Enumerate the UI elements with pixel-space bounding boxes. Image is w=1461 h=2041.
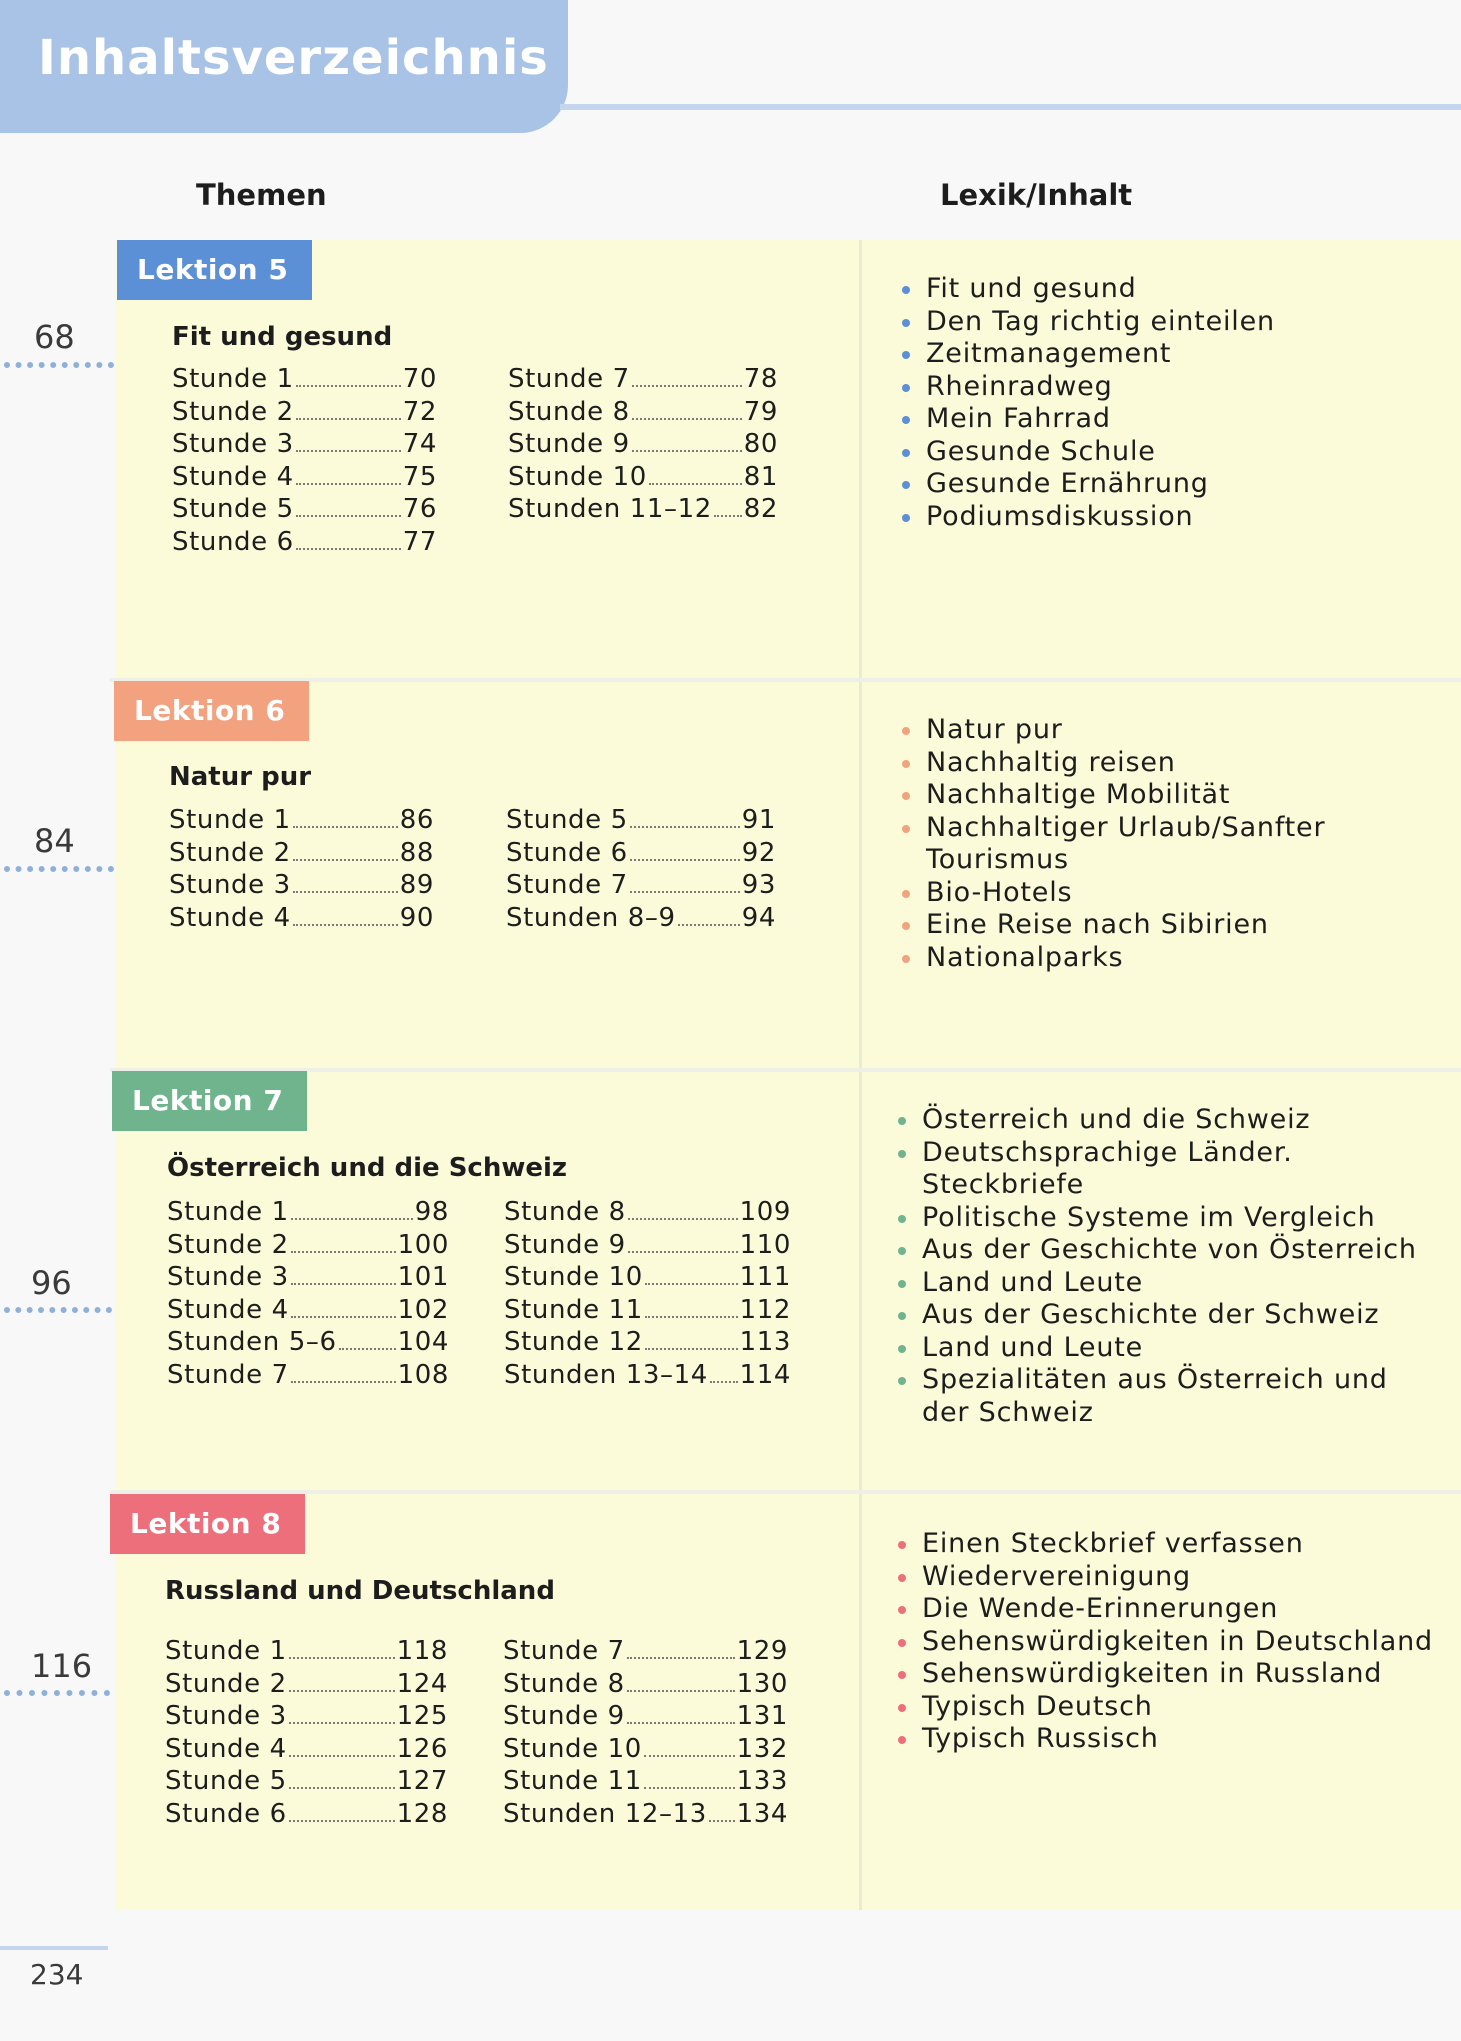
lexik-item-text: Nationalparks — [926, 941, 1124, 973]
stunde-entry[interactable] — [506, 903, 776, 933]
stunde-label: Stunde 11 — [504, 1294, 643, 1325]
stunde-entry[interactable] — [503, 1669, 788, 1699]
leader-dots — [630, 826, 740, 828]
bullet-dot-icon — [898, 1606, 906, 1614]
leader-dots — [289, 1722, 395, 1724]
lexik-item — [898, 747, 1438, 780]
bullet-dot-icon — [902, 825, 910, 833]
leader-dots — [291, 1283, 396, 1285]
lexik-item — [898, 436, 1438, 469]
leader-dots — [710, 1381, 738, 1383]
lexik-item — [898, 273, 1438, 306]
footer-rule — [0, 1946, 108, 1950]
lexik-item — [894, 1626, 1434, 1659]
leader-dots — [291, 1381, 396, 1383]
bullet-dot-icon — [902, 481, 910, 489]
stunde-label: Stunde 10 — [503, 1733, 642, 1764]
lexik-item-text: Land und Leute — [922, 1331, 1144, 1363]
stunde-entry[interactable] — [165, 1799, 448, 1829]
page-number: 234 — [30, 1958, 84, 1991]
lektion-badge: Lektion 7 — [112, 1071, 307, 1131]
lexik-item-text: Österreich und die Schweiz — [922, 1104, 1311, 1135]
stunde-entry[interactable] — [506, 805, 776, 835]
stunde-entry[interactable] — [165, 1766, 448, 1796]
lexik-item-text: Natur pur — [926, 714, 1063, 745]
leader-dots — [289, 1787, 395, 1789]
stunde-label: Stunde 1 — [172, 364, 294, 394]
page-marker-dots — [4, 1307, 112, 1313]
stunde-label: Stunde 1 — [167, 1197, 289, 1227]
lexik-item-text: Rheinradweg — [926, 370, 1113, 402]
stunde-entry[interactable] — [506, 838, 776, 868]
leader-dots — [678, 924, 740, 926]
lexik-list — [898, 714, 1438, 974]
stunde-page: 132 — [736, 1733, 788, 1764]
lexik-item-text: Sehenswürdigkeiten in Russland — [922, 1658, 1383, 1689]
stunde-page: 124 — [396, 1668, 448, 1699]
stunde-label: Stunde 9 — [508, 429, 630, 459]
stunde-entry[interactable] — [165, 1734, 448, 1764]
stunde-page: 86 — [399, 805, 434, 835]
leader-dots — [296, 450, 401, 452]
lektion-badge: Lektion 5 — [117, 240, 312, 300]
leader-dots — [289, 1820, 395, 1822]
leader-dots — [628, 1251, 738, 1253]
stunde-page: 91 — [741, 805, 776, 835]
lexik-item — [894, 1299, 1434, 1332]
page-marker-dots — [4, 866, 114, 872]
theme-title: Österreich und die Schweiz — [167, 1153, 568, 1183]
leader-dots — [630, 859, 740, 861]
stunde-entry[interactable] — [504, 1262, 791, 1292]
leader-dots — [644, 1755, 735, 1757]
lexik-item-text: Deutschsprachige Länder. Steckbriefe — [922, 1136, 1293, 1200]
stunde-entry[interactable] — [503, 1734, 788, 1764]
stunde-label: Stunde 6 — [165, 1798, 287, 1829]
bullet-dot-icon — [902, 955, 910, 963]
stunde-label: Stunden 13–14 — [504, 1359, 708, 1390]
stunde-page: 75 — [402, 461, 437, 492]
leader-dots — [632, 385, 742, 387]
row-separator — [110, 678, 1461, 682]
leader-dots — [289, 1755, 395, 1757]
bullet-dot-icon — [898, 1639, 906, 1647]
row-separator — [110, 1068, 1461, 1072]
lexik-item-text: Gesunde Ernährung — [926, 468, 1209, 499]
stunde-page: 125 — [396, 1701, 448, 1731]
stunde-label: Stunde 9 — [504, 1229, 626, 1260]
stunde-label: Stunde 7 — [167, 1359, 289, 1390]
lexik-item-text: Politische Systeme im Vergleich — [922, 1201, 1376, 1233]
stunde-label: Stunde 3 — [165, 1701, 287, 1731]
leader-dots — [632, 450, 742, 452]
leader-dots — [627, 1690, 735, 1692]
stunde-label: Stunde 10 — [504, 1262, 643, 1292]
stunde-label: Stunde 8 — [508, 396, 630, 427]
stunde-label: Stunde 5 — [506, 805, 628, 835]
stunde-label: Stunde 8 — [504, 1197, 626, 1227]
stunde-label: Stunden 8–9 — [506, 902, 676, 933]
lexik-item-text: Land und Leute — [922, 1266, 1144, 1298]
stunde-label: Stunde 4 — [169, 902, 291, 933]
lexik-item-text: Podiumsdiskussion — [926, 500, 1194, 532]
lexik-list — [898, 273, 1438, 533]
stunde-label: Stunde 7 — [503, 1636, 625, 1666]
lexik-item — [894, 1593, 1434, 1626]
bullet-dot-icon — [902, 319, 910, 327]
lexik-item — [894, 1137, 1434, 1202]
lexik-item-text: Aus der Geschichte der Schweiz — [922, 1299, 1380, 1330]
stunde-page: 109 — [739, 1197, 791, 1227]
lektion-start-page: 84 — [34, 822, 75, 860]
lektion-badge: Lektion 6 — [114, 681, 309, 741]
bullet-dot-icon — [902, 922, 910, 930]
stunde-label: Stunde 6 — [172, 526, 294, 557]
bullet-dot-icon — [898, 1574, 906, 1582]
lexik-item-text: Sehenswürdigkeiten in Deutschland — [922, 1625, 1433, 1657]
lexik-item — [898, 403, 1438, 436]
leader-dots — [339, 1348, 396, 1350]
bullet-dot-icon — [902, 384, 910, 392]
stunde-entry[interactable] — [167, 1360, 449, 1390]
stunde-page: 80 — [743, 429, 778, 459]
leader-dots — [293, 924, 398, 926]
leader-dots — [649, 483, 742, 485]
stunde-page: 77 — [402, 526, 437, 557]
bullet-dot-icon — [902, 760, 910, 768]
stunde-label: Stunden 11–12 — [508, 494, 712, 524]
stunde-page: 100 — [397, 1229, 449, 1260]
leader-dots — [291, 1316, 396, 1318]
lexik-item-text: Wiedervereinigung — [922, 1560, 1191, 1592]
stunde-entry[interactable] — [504, 1295, 791, 1325]
leader-dots — [296, 483, 401, 485]
bullet-dot-icon — [902, 727, 910, 735]
stunde-label: Stunde 4 — [172, 461, 294, 492]
stunde-page: 126 — [396, 1733, 448, 1764]
stunde-label: Stunde 5 — [165, 1766, 287, 1796]
stunde-label: Stunde 8 — [503, 1668, 625, 1699]
stunde-entry[interactable] — [503, 1799, 788, 1829]
stunde-page: 114 — [739, 1359, 791, 1390]
stunde-label: Stunde 1 — [165, 1636, 287, 1666]
stunde-entry[interactable] — [172, 397, 437, 427]
stunde-entry[interactable] — [169, 903, 434, 933]
stunde-entry[interactable] — [504, 1327, 791, 1357]
stunde-page: 90 — [399, 902, 434, 933]
stunde-entry[interactable] — [167, 1197, 449, 1227]
stunde-page: 130 — [736, 1668, 788, 1699]
stunde-page: 93 — [741, 870, 776, 900]
lexik-item-text: Bio-Hotels — [926, 876, 1073, 908]
bullet-dot-icon — [898, 1117, 906, 1125]
stunde-entry[interactable] — [506, 870, 776, 900]
bullet-dot-icon — [898, 1215, 906, 1223]
stunde-entry[interactable] — [167, 1230, 449, 1260]
lexik-item — [894, 1267, 1434, 1300]
bullet-dot-icon — [902, 416, 910, 424]
leader-dots — [645, 1283, 738, 1285]
lexik-item-text: Nachhaltiger Urlaub/Sanfter Tourismus — [926, 811, 1326, 875]
stunde-page: 112 — [739, 1294, 791, 1325]
stunde-entry[interactable] — [172, 462, 437, 492]
stunde-label: Stunde 10 — [508, 461, 647, 492]
stunde-label: Stunde 4 — [165, 1733, 287, 1764]
lektion-badge: Lektion 8 — [110, 1494, 305, 1554]
lexik-item — [898, 812, 1438, 877]
stunde-page: 76 — [402, 494, 437, 524]
lexik-item — [894, 1528, 1434, 1561]
stunde-entry[interactable] — [172, 429, 437, 459]
stunde-entry[interactable] — [167, 1262, 449, 1292]
lexik-item — [894, 1104, 1434, 1137]
stunde-page: 79 — [743, 396, 778, 427]
lektion-start-page: 96 — [31, 1264, 72, 1302]
lexik-item — [898, 468, 1438, 501]
stunde-entry[interactable] — [169, 838, 434, 868]
page-marker-dots — [4, 362, 114, 368]
stunde-label: Stunde 2 — [165, 1668, 287, 1699]
stunde-page: 131 — [736, 1701, 788, 1731]
bullet-dot-icon — [902, 286, 910, 294]
stunde-page: 74 — [402, 429, 437, 459]
lexik-item — [898, 714, 1438, 747]
stunde-label: Stunde 1 — [169, 805, 291, 835]
page-marker-dots — [4, 1690, 110, 1696]
stunde-page: 102 — [397, 1294, 449, 1325]
stunde-entry[interactable] — [165, 1669, 448, 1699]
lexik-item-text: Die Wende-Erinnerungen — [922, 1593, 1279, 1624]
stunde-label: Stunde 3 — [169, 870, 291, 900]
row-separator — [110, 1490, 1461, 1494]
stunde-page: 101 — [397, 1262, 449, 1292]
stunde-page: 82 — [743, 494, 778, 524]
stunde-page: 78 — [743, 364, 778, 394]
stunde-label: Stunde 12 — [504, 1327, 643, 1357]
lexik-item — [898, 779, 1438, 812]
stunde-label: Stunde 9 — [503, 1701, 625, 1731]
column-head-lexik: Lexik/Inhalt — [940, 178, 1133, 212]
leader-dots — [296, 418, 401, 420]
lexik-item — [894, 1658, 1434, 1691]
stunde-entry[interactable] — [508, 397, 778, 427]
stunde-label: Stunde 7 — [506, 870, 628, 900]
stunde-entry[interactable] — [508, 494, 778, 524]
stunde-entry[interactable] — [165, 1701, 448, 1731]
lexik-item-text: Typisch Deutsch — [922, 1690, 1153, 1722]
bullet-dot-icon — [898, 1671, 906, 1679]
lexik-item — [894, 1691, 1434, 1724]
leader-dots — [630, 891, 740, 893]
lexik-item-text: Nachhaltig reisen — [926, 746, 1176, 778]
stunde-entry[interactable] — [172, 494, 437, 524]
lexik-item — [894, 1723, 1434, 1756]
column-divider — [859, 240, 862, 1910]
bullet-dot-icon — [898, 1736, 906, 1744]
bullet-dot-icon — [902, 890, 910, 898]
bullet-dot-icon — [898, 1704, 906, 1712]
bullet-dot-icon — [902, 449, 910, 457]
stunde-entry[interactable] — [172, 364, 437, 394]
page-title: Inhaltsverzeichnis — [38, 30, 549, 86]
leader-dots — [627, 1657, 735, 1659]
stunde-label: Stunde 4 — [167, 1294, 289, 1325]
leader-dots — [293, 826, 398, 828]
lektion-start-page: 68 — [34, 318, 75, 356]
bullet-dot-icon — [898, 1541, 906, 1549]
lexik-item-text: Eine Reise nach Sibirien — [926, 909, 1269, 940]
stunde-entry[interactable] — [508, 364, 778, 394]
leader-dots — [296, 385, 401, 387]
leader-dots — [289, 1657, 395, 1659]
leader-dots — [714, 515, 742, 517]
leader-dots — [293, 891, 398, 893]
lexik-list — [894, 1104, 1434, 1429]
lexik-item — [894, 1364, 1434, 1429]
bullet-dot-icon — [898, 1377, 906, 1385]
lexik-item — [898, 877, 1438, 910]
lexik-item — [898, 942, 1438, 975]
lexik-item-text: Aus der Geschichte von Österreich — [922, 1234, 1417, 1265]
leader-dots — [709, 1820, 735, 1822]
lexik-item-text: Typisch Russisch — [922, 1723, 1159, 1754]
stunde-page: 72 — [402, 396, 437, 427]
stunde-label: Stunde 2 — [169, 837, 291, 868]
stunde-entry[interactable] — [508, 429, 778, 459]
stunde-page: 118 — [396, 1636, 448, 1666]
bullet-dot-icon — [898, 1312, 906, 1320]
lexik-item — [894, 1234, 1434, 1267]
leader-dots — [632, 418, 742, 420]
theme-title: Russland und Deutschland — [165, 1576, 555, 1606]
stunde-entry[interactable] — [503, 1636, 788, 1666]
leader-dots — [645, 1348, 738, 1350]
lexik-item-text: Fit und gesund — [926, 273, 1137, 304]
lektion-start-page: 116 — [31, 1647, 93, 1685]
stunde-page: 133 — [736, 1766, 788, 1796]
stunde-entry[interactable] — [508, 462, 778, 492]
leader-dots — [291, 1218, 413, 1220]
stunde-entry[interactable] — [167, 1327, 449, 1357]
leader-dots — [296, 548, 401, 550]
stunde-entry[interactable] — [172, 527, 437, 557]
stunde-entry[interactable] — [169, 805, 434, 835]
stunde-entry[interactable] — [169, 870, 434, 900]
lexik-item — [894, 1561, 1434, 1594]
lexik-item-text: Spezialitäten aus Österreich und der Schweiz — [922, 1364, 1388, 1428]
stunde-label: Stunde 6 — [506, 837, 628, 868]
stunde-label: Stunden 5–6 — [167, 1327, 337, 1357]
stunde-page: 92 — [741, 837, 776, 868]
bullet-dot-icon — [898, 1345, 906, 1353]
stunde-label: Stunde 2 — [172, 396, 294, 427]
stunde-label: Stunde 11 — [503, 1766, 642, 1796]
stunde-page: 113 — [739, 1327, 791, 1357]
stunde-label: Stunden 12–13 — [503, 1798, 707, 1829]
stunde-page: 128 — [396, 1798, 448, 1829]
stunde-page: 98 — [414, 1197, 449, 1227]
lexik-item-text: Gesunde Schule — [926, 435, 1156, 467]
lexik-item — [898, 909, 1438, 942]
lexik-item-text: Den Tag richtig einteilen — [926, 305, 1275, 337]
header-rule — [560, 104, 1461, 110]
stunde-page: 108 — [397, 1359, 449, 1390]
column-head-themen: Themen — [196, 178, 327, 212]
stunde-label: Stunde 3 — [172, 429, 294, 459]
lexik-item-text: Zeitmanagement — [926, 338, 1172, 369]
stunde-entry[interactable] — [504, 1360, 791, 1390]
stunde-page: 81 — [743, 461, 778, 492]
bullet-dot-icon — [898, 1247, 906, 1255]
leader-dots — [291, 1251, 396, 1253]
lexik-list — [894, 1528, 1434, 1756]
stunde-entry[interactable] — [503, 1701, 788, 1731]
stunde-label: Stunde 7 — [508, 364, 630, 394]
stunde-label: Stunde 3 — [167, 1262, 289, 1292]
leader-dots — [289, 1690, 395, 1692]
bullet-dot-icon — [902, 514, 910, 522]
theme-title: Fit und gesund — [172, 322, 393, 352]
lexik-item-text: Einen Steckbrief verfassen — [922, 1528, 1304, 1559]
stunde-page: 127 — [396, 1766, 448, 1796]
lexik-item-text: Mein Fahrrad — [926, 403, 1111, 434]
bullet-dot-icon — [902, 792, 910, 800]
stunde-label: Stunde 5 — [172, 494, 294, 524]
lexik-item — [898, 371, 1438, 404]
lexik-item — [898, 338, 1438, 371]
stunde-entry[interactable] — [503, 1766, 788, 1796]
leader-dots — [296, 515, 401, 517]
stunde-page: 94 — [741, 902, 776, 933]
stunde-entry[interactable] — [504, 1230, 791, 1260]
theme-title: Natur pur — [169, 762, 312, 792]
lexik-item — [894, 1202, 1434, 1235]
leader-dots — [293, 859, 398, 861]
stunde-label: Stunde 2 — [167, 1229, 289, 1260]
stunde-entry[interactable] — [165, 1636, 448, 1666]
bullet-dot-icon — [898, 1280, 906, 1288]
lexik-item-text: Nachhaltige Mobilität — [926, 779, 1231, 810]
leader-dots — [645, 1316, 738, 1318]
leader-dots — [628, 1218, 738, 1220]
stunde-page: 88 — [399, 837, 434, 868]
leader-dots — [627, 1722, 735, 1724]
leader-dots — [644, 1787, 735, 1789]
lexik-item — [898, 306, 1438, 339]
lexik-item — [898, 501, 1438, 534]
stunde-page: 129 — [736, 1636, 788, 1666]
bullet-dot-icon — [902, 351, 910, 359]
bullet-dot-icon — [898, 1150, 906, 1158]
stunde-page: 110 — [739, 1229, 791, 1260]
stunde-entry[interactable] — [504, 1197, 791, 1227]
stunde-page: 111 — [739, 1262, 791, 1292]
stunde-page: 89 — [399, 870, 434, 900]
lexik-item — [894, 1332, 1434, 1365]
stunde-page: 134 — [736, 1798, 788, 1829]
stunde-entry[interactable] — [167, 1295, 449, 1325]
stunde-page: 70 — [402, 364, 437, 394]
stunde-page: 104 — [397, 1327, 449, 1357]
